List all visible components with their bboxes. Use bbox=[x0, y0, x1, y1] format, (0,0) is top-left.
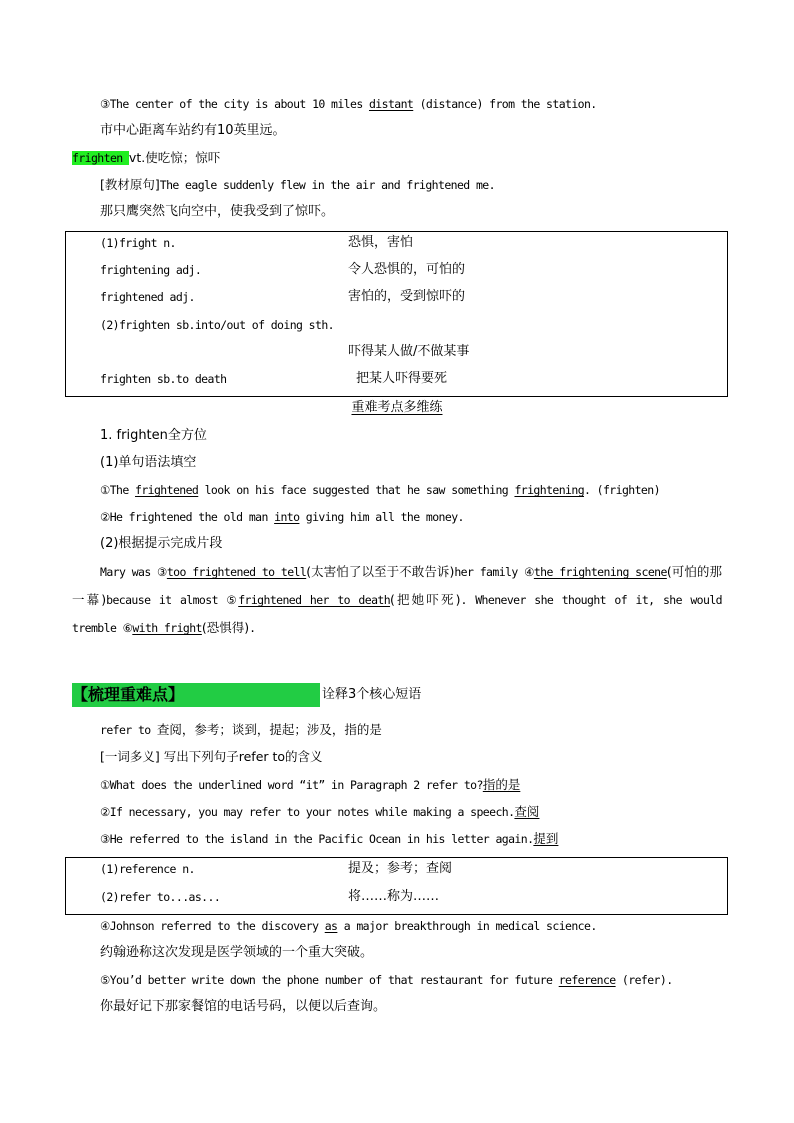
polysemy-instruction: [一词多义] 写出下列句子refer to的含义 bbox=[100, 749, 323, 764]
box2-row2-en: (2)refer to...as... bbox=[100, 890, 221, 904]
practice-question-2: ②He frightened the old man into giving him all the money. bbox=[100, 510, 464, 524]
answer-3: too frightened to tell bbox=[166, 565, 307, 579]
box1-row5-zh: 吓得某人做/不做某事 bbox=[348, 344, 470, 359]
practice-subheading-2: (2)根据提示完成片段 bbox=[100, 536, 223, 551]
practice-title: 重难考点多维练 bbox=[351, 400, 443, 415]
refer-sentence-5: ⑤You’d better write down the phone number of that restaurant for future reference (refer). bbox=[100, 973, 673, 987]
section-banner-subtitle: 诠释3个核心短语 bbox=[322, 687, 422, 702]
box1-row3-zh: 害怕的，受到惊吓的 bbox=[348, 289, 466, 304]
answer-4: the frightening scene bbox=[533, 565, 667, 579]
refer-sentence-2: ②If necessary, you may refer to your notes while making a speech.查阅 bbox=[100, 804, 540, 819]
practice-question-1: ①The frightened look on his face suggested that he saw something frightening. (frighten) bbox=[100, 483, 660, 497]
textbook-source-sentence: [教材原句]The eagle suddenly flew in the air and frightened me. bbox=[100, 177, 495, 192]
box1-row3-en: frightened adj. bbox=[100, 290, 195, 304]
source-translation: 那只鹰突然飞向空中，使我受到了惊吓。 bbox=[100, 204, 335, 219]
refer-word-family-box bbox=[65, 857, 728, 915]
answer-5: frightened her to death bbox=[238, 593, 391, 607]
refer-sentence-4-translation: 约翰逊称这次发现是医学领域的一个重大突破。 bbox=[100, 945, 374, 960]
box1-row1-zh: 恐惧，害怕 bbox=[348, 235, 414, 250]
refer-sentence-5-translation: 你最好记下那家餐馆的电话号码，以便以后查询。 bbox=[100, 999, 387, 1014]
box1-row2-en: frightening adj. bbox=[100, 263, 202, 277]
box2-row1-en: (1)reference n. bbox=[100, 862, 195, 876]
answer-distant: distant bbox=[368, 97, 414, 111]
box1-row2-zh: 令人恐惧的，可怕的 bbox=[348, 262, 466, 277]
answer-reference: reference bbox=[558, 973, 616, 987]
practice-subheading-1: (1)单句语法填空 bbox=[100, 455, 197, 470]
completion-paragraph: Mary was ③too frightened to tell(太害怕了以至于不敢告诉)her family ④the frightening scene(可怕的那一幕)because it almost ⑤frightened her to death(把她吓死). Whenever she thought of it, she would tremble ⑥with fright(恐惧得). bbox=[72, 564, 722, 635]
section-banner-title: 【梳理重难点】 bbox=[72, 685, 185, 704]
box1-row6-en: frighten sb.to death bbox=[100, 372, 227, 386]
box1-row6-zh: 把某人吓得要死 bbox=[356, 371, 448, 386]
example-3-translation: 市中心距离车站约有10英里远。 bbox=[100, 123, 286, 138]
answer-frightening: frightening bbox=[514, 483, 585, 497]
refer-sentence-4: ④Johnson referred to the discovery as a major breakthrough in medical science. bbox=[100, 919, 597, 933]
word-family-box bbox=[65, 231, 728, 397]
vocab-entry-frighten: frighten vt.使吃惊；惊吓 bbox=[72, 150, 221, 165]
practice-heading-1: 1. frighten全方位 bbox=[100, 428, 207, 443]
highlighted-word: frighten bbox=[72, 151, 129, 165]
answer-meaning-1: 指的是 bbox=[482, 777, 521, 792]
box1-row4-en: (2)frighten sb.into/out of doing sth. bbox=[100, 318, 334, 332]
vocab-entry-refer-to: refer to 查阅，参考；谈到，提起；涉及，指的是 bbox=[100, 722, 382, 737]
box2-row1-zh: 提及；参考；查阅 bbox=[348, 861, 453, 876]
answer-into: into bbox=[274, 510, 300, 524]
example-sentence-3: ③The center of the city is about 10 miles distant (distance) from the station. bbox=[100, 97, 597, 111]
answer-as: as bbox=[324, 919, 338, 933]
answer-meaning-2: 查阅 bbox=[514, 804, 540, 819]
answer-6: with fright bbox=[132, 621, 202, 635]
answer-frightened: frightened bbox=[135, 483, 199, 497]
box1-row1-en: (1)fright n. bbox=[100, 236, 176, 250]
answer-meaning-3: 提到 bbox=[533, 831, 559, 846]
refer-sentence-1: ①What does the underlined word “it” in Paragraph 2 refer to?指的是 bbox=[100, 777, 521, 792]
refer-sentence-3: ③He referred to the island in the Pacific Ocean in his letter again.提到 bbox=[100, 831, 559, 846]
box2-row2-zh: 将……称为…… bbox=[348, 889, 440, 904]
